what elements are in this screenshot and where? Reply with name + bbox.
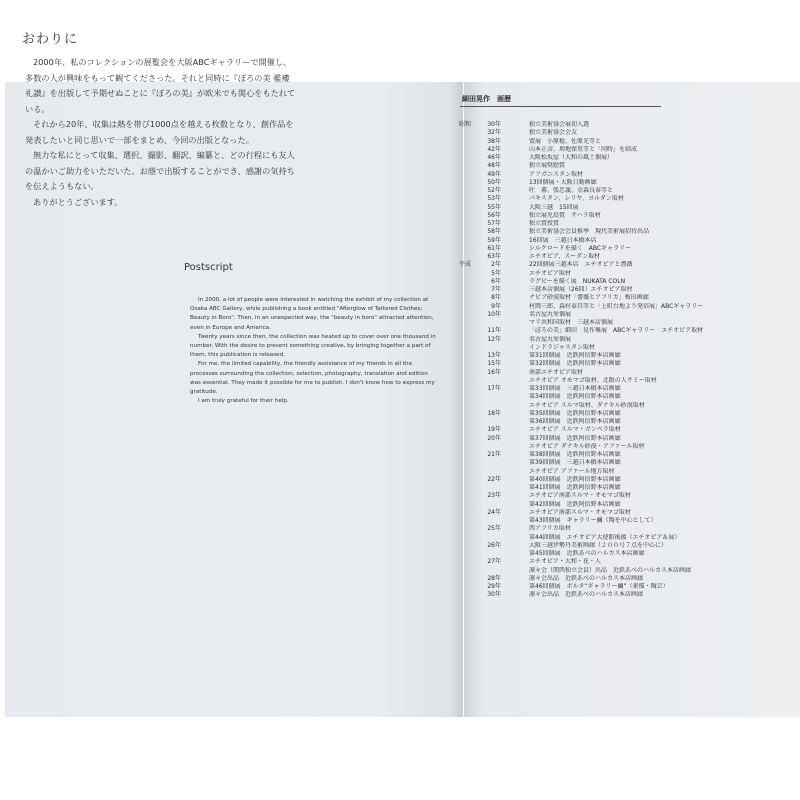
history-year: 2年 bbox=[491, 261, 501, 269]
history-row bbox=[459, 575, 699, 583]
history-year: 12年 bbox=[487, 335, 501, 343]
history-event: 独立展児島賞 サハラ取材 bbox=[529, 211, 601, 219]
history-event: 第44回個展 エチオピア大使館後援（エチオピア＆展） bbox=[529, 533, 681, 541]
jp-title: おわりに bbox=[22, 32, 79, 47]
en-paragraph: In 2000, a lot of people were interested in watching the exhibit of my collection at Osaka ABC Gallery, while publishing a book entitled "Afterglow of Tattered Clothes; Beauty in Boro". Then, in an unexpected way, the "beauty in boro" attracted attention, even in Europe and America. bbox=[190, 297, 434, 331]
history-event: 独立展奨励賞 bbox=[529, 162, 566, 170]
history-row bbox=[459, 162, 699, 170]
history-year: 21年 bbox=[487, 451, 501, 458]
history-year: 56年 bbox=[487, 211, 501, 219]
history-row bbox=[459, 270, 699, 278]
history-year: 29年 bbox=[487, 583, 501, 590]
history-event: 「ぼろの美」細田 晃作集展 ABCギャラリー エチオピア取材 bbox=[529, 327, 704, 335]
history-year: 9年 bbox=[491, 302, 501, 310]
history-row bbox=[459, 550, 699, 558]
history-row bbox=[459, 286, 699, 294]
history-row bbox=[459, 344, 699, 352]
history-row bbox=[459, 468, 699, 476]
history-event: 第46回個展 ボルタ“ギャラリー繭”（素描・陶芸） bbox=[529, 583, 669, 590]
history-row bbox=[459, 360, 699, 368]
history-year: 23年 bbox=[487, 492, 501, 500]
history-row bbox=[459, 319, 699, 327]
history-row bbox=[459, 278, 699, 286]
history-year: 30年 bbox=[487, 121, 501, 128]
history-event: マリ共和国取材 三越本店個展 bbox=[529, 319, 614, 326]
history-year: 24年 bbox=[487, 508, 501, 516]
history-event: 名古屋丸栄個展 bbox=[529, 310, 572, 318]
history-event: 第38回個展 近鉄阿倍野本店画廊 bbox=[529, 451, 621, 458]
history-year: 27年 bbox=[487, 558, 501, 566]
history-row bbox=[459, 212, 699, 220]
history-year: 8年 bbox=[491, 294, 501, 302]
history-row bbox=[459, 195, 699, 203]
history-row bbox=[459, 509, 699, 517]
history-event: 第39回個展 三越日本橋本店画廊 bbox=[529, 459, 621, 467]
history-row bbox=[459, 187, 699, 195]
history-event: 独立美術協会会員推挙 現代美術展招待出品 bbox=[529, 228, 650, 236]
history-year: 18年 bbox=[487, 409, 501, 417]
history-row bbox=[459, 542, 699, 550]
history-row bbox=[459, 385, 699, 393]
history-event: 第40回個展 近鉄阿倍野本店画廊 bbox=[529, 475, 621, 483]
history-year: 10年 bbox=[487, 310, 501, 318]
history-year: 57年 bbox=[487, 220, 501, 227]
jp-paragraph: それから20年、収集は熱を帯び1000点を越える枚数となり、創作品を発表したいと同じ思いで一部をまとめ、今回の出版となった。 bbox=[25, 119, 294, 145]
history-event: エチオピア オモマゴ取材、北限の人サミー取材 bbox=[529, 376, 657, 384]
history-row bbox=[459, 146, 699, 154]
history-event: 独立美術協会会友 bbox=[529, 129, 578, 137]
history-event: 第41回個展 近鉄阿倍野本店画廊 bbox=[529, 484, 621, 491]
history-row bbox=[459, 402, 699, 410]
history-row bbox=[459, 492, 699, 500]
jp-paragraph: 2000年、私のコレクションの展覧会を大阪ABCギャラリーで開催し、多数の人が興味をもって観てくださった。それと同時に『ぼろの美 襤褸礼讃』を出版して予期せぬことに『ぼろの美』が欧米でも関心をもたれている。 bbox=[25, 57, 296, 114]
history-event: 第45回個展 近鉄あべのハルカス本店画廊 bbox=[529, 550, 645, 557]
history-event: 大阪松坂屋（大和の風土個展） bbox=[529, 154, 614, 161]
history-event: 第36回個展 近鉄阿倍野本店画廊 bbox=[529, 418, 621, 425]
history-row bbox=[459, 443, 699, 451]
history-title: 細田晃作 画歴 bbox=[462, 95, 511, 103]
history-year: 42年 bbox=[487, 145, 501, 153]
history-event: エチオピア取材 bbox=[529, 269, 571, 277]
history-year: 52年 bbox=[487, 187, 501, 194]
history-row bbox=[459, 294, 699, 302]
history-year: 13年 bbox=[487, 352, 501, 359]
history-event: 凛々会出品 近鉄あべのハルカス本店画廊 bbox=[529, 591, 644, 599]
history-event: 第42回個展 近鉄阿倍野本店画廊 bbox=[529, 500, 621, 508]
history-event: 三越本店個展（26回）エチオピア取材 bbox=[529, 286, 633, 293]
history-event: シルクロードを描く ABCギャラリー bbox=[529, 244, 632, 252]
history-row bbox=[459, 204, 699, 212]
jp-paragraph: ありがとうございます。 bbox=[33, 196, 123, 207]
history-event: エチオピア スルマ・ガンベラ取材 bbox=[529, 426, 621, 434]
history-year: 55年 bbox=[487, 203, 501, 211]
history-event: 第31回個展 近鉄阿倍野本店画廊 bbox=[529, 352, 621, 359]
history-year: 63年 bbox=[487, 253, 501, 260]
history-year: 30年 bbox=[487, 591, 501, 599]
history-row bbox=[459, 410, 699, 418]
en-title: Postscript bbox=[184, 262, 233, 273]
history-row bbox=[459, 525, 699, 533]
history-row bbox=[459, 228, 699, 236]
history-event: 村岡三郎、森村泰昌等と「上町台地より発信展」ABCギャラリー bbox=[529, 302, 704, 310]
history-event: 第35回個展 近鉄阿倍野本店画廊 bbox=[529, 409, 621, 417]
history-year: 50年 bbox=[487, 178, 501, 186]
history-year: 20年 bbox=[487, 434, 501, 442]
history-year: 19年 bbox=[487, 426, 501, 434]
history-year: 6年 bbox=[491, 277, 501, 285]
history-row bbox=[459, 261, 699, 269]
history-row bbox=[459, 558, 699, 566]
history-row bbox=[459, 129, 699, 137]
history-row bbox=[459, 311, 699, 319]
history-event: 16回展 三越日本橋本店 bbox=[529, 236, 597, 244]
history-event: 南部エチオピア取材 bbox=[529, 368, 583, 376]
history-year: 7年 bbox=[491, 286, 501, 293]
history-event: 第43回個展 ギャラリー繭（陶を中心として） bbox=[529, 517, 657, 524]
title-rule bbox=[460, 106, 661, 107]
history-event: 13回個展・大阪日動画廊 bbox=[529, 178, 597, 186]
history-event: エチオピア スルマ取材、ダナキル砂漠取材 bbox=[529, 401, 645, 409]
history-event: ラグビーを描く展 NUKATA COLN bbox=[529, 277, 626, 285]
history-row bbox=[459, 253, 699, 261]
history-row bbox=[459, 418, 699, 426]
history-row bbox=[459, 179, 699, 187]
en-paragraph: Twenty years since then, the collection was heated up to cover over one thousand in number. With the desire to present something creative, by bringing together a part of them, this publication is released. bbox=[190, 333, 436, 359]
history-era: 昭和 bbox=[459, 121, 472, 128]
history-list bbox=[459, 121, 704, 600]
history-event: 第33回個展 三越日本橋本店画廊 bbox=[529, 385, 621, 392]
history-event: 第34回個展 近鉄阿倍野本店画廊 bbox=[529, 393, 621, 401]
history-event: エチオピア ダナキル砂漠・アファール取材 bbox=[529, 442, 645, 450]
history-row bbox=[459, 484, 699, 492]
history-row bbox=[459, 501, 699, 509]
history-row bbox=[459, 567, 699, 575]
en-paragraph: I am truly grateful for their help. bbox=[198, 398, 289, 405]
history-event: 第37回個展 近鉄阿倍野本店画廊 bbox=[529, 434, 621, 442]
history-event: エチオピア・大和・花・人 bbox=[529, 558, 601, 566]
history-event: 盟展 小原稔、佐原光等と bbox=[529, 137, 602, 145]
history-event: エチオピア南部スルマ・オモマゴ取材 bbox=[529, 492, 631, 500]
history-year: 25年 bbox=[487, 525, 501, 533]
history-year: 48年 bbox=[487, 162, 501, 170]
history-event: 22回個展三越本店 エチオピアと薔薇 bbox=[529, 261, 633, 269]
history-row bbox=[459, 245, 699, 253]
history-year: 61年 bbox=[487, 244, 501, 252]
history-row bbox=[459, 171, 699, 179]
history-event: 大阪三越伊勢丹美術画廊（２００号７点を中心に） bbox=[529, 541, 668, 549]
history-event: 名古屋丸栄個展 bbox=[529, 335, 572, 343]
history-row bbox=[459, 476, 699, 484]
history-year: 49年 bbox=[487, 170, 501, 178]
history-event: パキスタン、シリヤ、ヨルダン取材 bbox=[529, 195, 624, 203]
history-row bbox=[459, 336, 699, 344]
history-event: アフガニスタン取材 bbox=[529, 170, 583, 178]
history-row bbox=[459, 352, 699, 360]
history-event: エチオピア アファール地方取材 bbox=[529, 467, 615, 475]
history-event: 西アフリカ取材 bbox=[529, 525, 571, 533]
history-event: 第32回個展 近鉄阿倍野本店画廊 bbox=[529, 360, 621, 368]
en-body bbox=[190, 296, 440, 406]
history-event: 大阪三越 15回展 bbox=[529, 203, 579, 211]
history-event: ナビブ砂漠取材「薔薇とアフリカ」梅田画廊 bbox=[529, 294, 649, 302]
history-year: 46年 bbox=[487, 154, 501, 161]
history-event: 吐 蕃、張忠義、金森良泰等と bbox=[529, 187, 614, 194]
jp-paragraph: 無力な私にとって収集、選択、撮影、翻訳、編纂と、どの行程にも友人の温かいご助力をいただいた。お蔭で出版することができ、感謝の気持ちを伝えようもない。 bbox=[25, 150, 295, 191]
history-row bbox=[459, 220, 699, 228]
history-event: エチオピア南部スルマ・オモマゴ取材 bbox=[529, 508, 631, 516]
history-event: エチオピア、スーダン取材 bbox=[529, 253, 601, 260]
history-era: 平成 bbox=[459, 261, 472, 269]
en-paragraph: For me, the limited capability, the friendly assistance of my friends in all the processes surrounding the collection, selection, photography, translation and edition was essential. They made it possible for me to publish. I don't know how to express my gratitude. bbox=[190, 361, 435, 396]
history-row bbox=[459, 517, 699, 525]
history-row bbox=[459, 327, 704, 335]
history-year: 58年 bbox=[487, 228, 501, 236]
history-year: 32年 bbox=[487, 129, 501, 137]
history-event: 凛々会出品 近鉄あべのハルカス本店画廊 bbox=[529, 574, 644, 582]
history-row bbox=[459, 534, 699, 542]
history-year: 5年 bbox=[491, 269, 501, 277]
history-row bbox=[459, 435, 699, 443]
history-event: 独立賞授賞 bbox=[529, 220, 560, 227]
history-row bbox=[459, 377, 699, 385]
history-row bbox=[459, 302, 704, 311]
history-row bbox=[459, 426, 699, 434]
history-row bbox=[459, 237, 699, 245]
history-year: 28年 bbox=[487, 574, 501, 582]
history-year: 38年 bbox=[487, 137, 501, 145]
history-row bbox=[459, 369, 699, 377]
history-year: 59年 bbox=[487, 236, 501, 244]
history-row bbox=[459, 154, 699, 162]
history-year: 53年 bbox=[487, 195, 501, 203]
history-year: 22年 bbox=[487, 475, 501, 483]
history-year: 17年 bbox=[487, 385, 501, 392]
history-event: 山本正彦、増地保男等と「同時」を結成 bbox=[529, 145, 638, 153]
history-year: 15年 bbox=[487, 360, 501, 368]
history-row bbox=[459, 138, 699, 146]
history-event: 凛々会（関西独立会員）出品 近鉄あべのハルカス本店画廊 bbox=[529, 566, 692, 574]
history-row bbox=[459, 451, 699, 459]
history-year: 16年 bbox=[487, 368, 501, 376]
history-year: 26年 bbox=[487, 541, 501, 549]
history-row bbox=[459, 459, 699, 467]
history-row bbox=[459, 591, 699, 599]
jp-body bbox=[25, 55, 297, 210]
history-year: 11年 bbox=[487, 327, 501, 335]
history-row bbox=[459, 583, 699, 591]
history-row bbox=[459, 393, 699, 401]
history-event: 独立美術協会展初入選 bbox=[529, 121, 590, 128]
history-event: インドラジャスタン取材 bbox=[529, 343, 595, 351]
history-row bbox=[459, 121, 699, 129]
